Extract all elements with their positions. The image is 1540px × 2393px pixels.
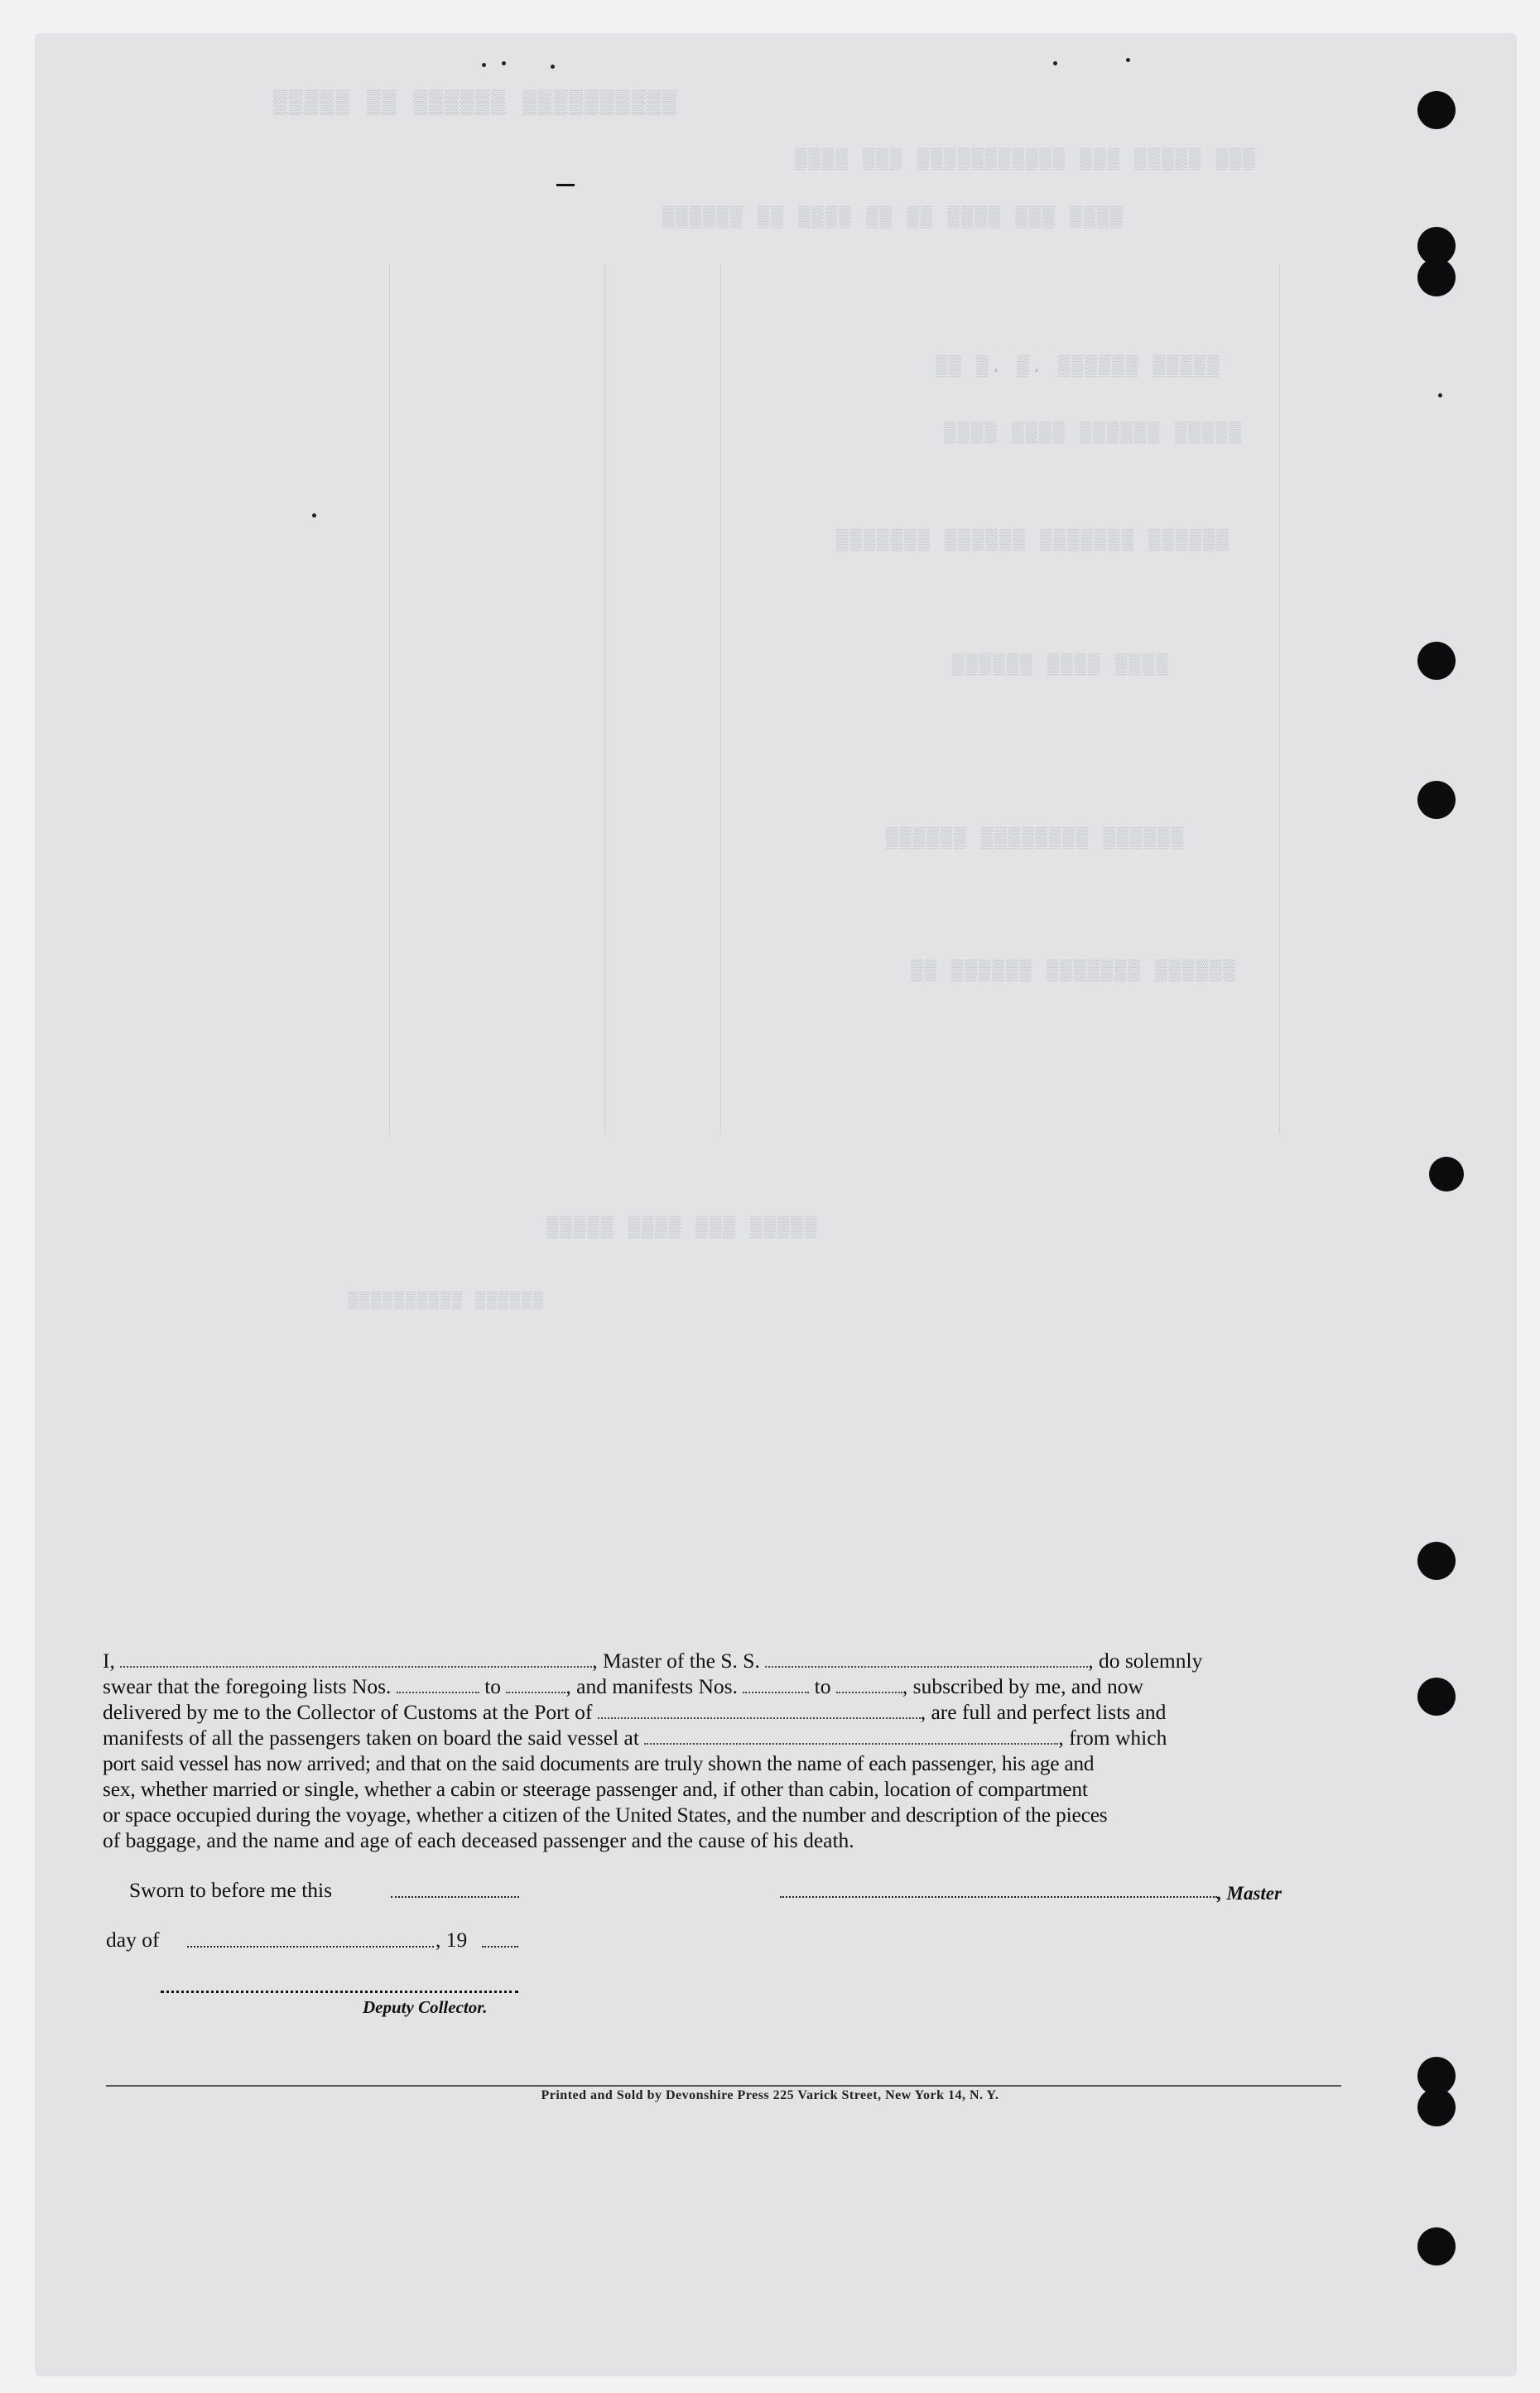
- bleed-text: ▒▒▒▒▒▒ ▒▒▒▒▒▒▒▒ ▒▒▒▒▒▒: [886, 828, 1185, 850]
- speck: [551, 65, 555, 69]
- bleed-text: ▒▒▒▒▒▒ ▒▒▒▒ ▒▒▒▒: [952, 654, 1170, 676]
- bleed-column-rule: [389, 265, 390, 1134]
- master-label: , Master: [1217, 1883, 1282, 1904]
- vessel-name-blank: [765, 1648, 1088, 1668]
- manifest-from-blank: [743, 1673, 809, 1693]
- bleed-text: ▒▒ ▒. ▒. ▒▒▒▒▒▒ ▒▒▒▒▒: [936, 356, 1221, 378]
- deputy-label: Deputy Collector.: [363, 1997, 488, 2017]
- speck: [312, 513, 316, 518]
- declaration-line-8: of baggage, and the name and age of each deceased passenger and the cause of his death.: [103, 1828, 854, 1852]
- punch-hole: [1429, 1157, 1464, 1192]
- declaration-text: , subscribed by me, and now: [902, 1674, 1143, 1698]
- speck: [482, 63, 486, 67]
- punch-hole: [1417, 1542, 1456, 1580]
- declaration-text: , do solemnly: [1088, 1649, 1203, 1673]
- declaration-line-5: port said vessel has now arrived; and that on the said documents are truly shown the name of each passenger, his age and: [103, 1751, 1095, 1775]
- declaration-line-3: [103, 1699, 1345, 1725]
- declaration-line-2: [103, 1673, 1345, 1699]
- punch-hole: [1417, 781, 1456, 819]
- punch-hole: [1417, 2227, 1456, 2265]
- deputy-signature-line: [161, 1991, 518, 1993]
- declaration-text: , and manifests Nos.: [565, 1674, 738, 1698]
- bleed-text: ▒▒▒▒ ▒▒▒ ▒▒▒▒▒▒▒▒▒▒▒ ▒▒▒ ▒▒▒▒▒ ▒▒▒: [795, 149, 1257, 171]
- sworn-label: Sworn to before me this: [129, 1878, 333, 1902]
- punch-hole: [1417, 91, 1456, 129]
- declaration-line-4: [103, 1725, 1345, 1750]
- declaration-text: to: [814, 1674, 831, 1698]
- port-blank: [598, 1699, 921, 1719]
- speck: [1126, 58, 1130, 62]
- master-signature-line: [780, 1896, 1217, 1898]
- year-label: , 19: [436, 1928, 468, 1952]
- declaration-text: to: [484, 1674, 502, 1698]
- declaration-text: , from which: [1058, 1726, 1167, 1750]
- year-blank: [482, 1946, 518, 1948]
- sworn-date-blank: [391, 1896, 519, 1898]
- bleed-column-rule: [604, 265, 605, 1134]
- footer-rule: [106, 2085, 1341, 2087]
- master-name-blank: [120, 1648, 592, 1668]
- bleed-column-rule: [1279, 265, 1280, 1134]
- list-to-blank: [506, 1673, 565, 1693]
- day-of-blank: [187, 1946, 434, 1948]
- punch-hole: [1417, 258, 1456, 296]
- declaration-text: manifests of all the passengers taken on board the said vessel at: [103, 1726, 639, 1750]
- declaration-line-1: [103, 1648, 1345, 1673]
- bleed-text: ▒▒▒▒▒▒▒▒▒▒ ▒▒▒▒▒▒: [348, 1292, 546, 1311]
- printer-imprint: Printed and Sold by Devonshire Press 225 Varick Street, New York 14, N. Y.: [541, 2088, 999, 2102]
- speck: [502, 61, 506, 65]
- bleed-text: ▒▒▒▒▒▒▒ ▒▒▒▒▒▒ ▒▒▒▒▒▒▒ ▒▒▒▒▒▒: [836, 530, 1230, 552]
- day-of-label: day of: [106, 1928, 160, 1952]
- bleed-text: ▒▒▒▒▒ ▒▒▒▒ ▒▒▒ ▒▒▒▒▒: [546, 1217, 819, 1240]
- list-from-blank: [397, 1673, 479, 1693]
- declaration-text: , are full and perfect lists and: [920, 1700, 1167, 1724]
- speck: [1438, 393, 1442, 397]
- bleed-text: ▒▒ ▒▒▒▒▒▒ ▒▒▒▒▒▒▒ ▒▒▒▒▒▒: [911, 961, 1237, 983]
- declaration-text: swear that the foregoing lists Nos.: [103, 1674, 392, 1698]
- manifest-page: [35, 33, 1517, 2376]
- manifest-to-blank: [836, 1673, 902, 1693]
- bleed-text: ▒▒▒▒▒▒ ▒▒ ▒▒▒▒ ▒▒ ▒▒ ▒▒▒▒ ▒▒▒ ▒▒▒▒: [662, 207, 1124, 229]
- declaration-block: [103, 1648, 1345, 1853]
- punch-hole: [1417, 1678, 1456, 1716]
- declaration-line-7: or space occupied during the voyage, whether a citizen of the United States, and the number and description of the pieces: [103, 1803, 1108, 1827]
- declaration-text: delivered by me to the Collector of Customs at the Port of: [103, 1700, 593, 1724]
- declaration-text: , Master of the S. S.: [592, 1649, 760, 1673]
- ink-mark: [556, 184, 575, 186]
- departure-port-blank: [644, 1725, 1058, 1745]
- bleed-column-rule: [720, 265, 721, 1134]
- bleed-text: ▒▒▒▒▒ ▒▒ ▒▒▒▒▒▒ ▒▒▒▒▒▒▒▒▒▒: [273, 91, 678, 117]
- punch-hole: [1417, 642, 1456, 680]
- declaration-text: I,: [103, 1649, 115, 1673]
- declaration-line-6: sex, whether married or single, whether a cabin or steerage passenger and, if other than cabin, location of compartment: [103, 1777, 1088, 1801]
- speck: [1053, 61, 1057, 65]
- bleed-text: ▒▒▒▒ ▒▒▒▒ ▒▒▒▒▒▒ ▒▒▒▒▒: [944, 422, 1243, 445]
